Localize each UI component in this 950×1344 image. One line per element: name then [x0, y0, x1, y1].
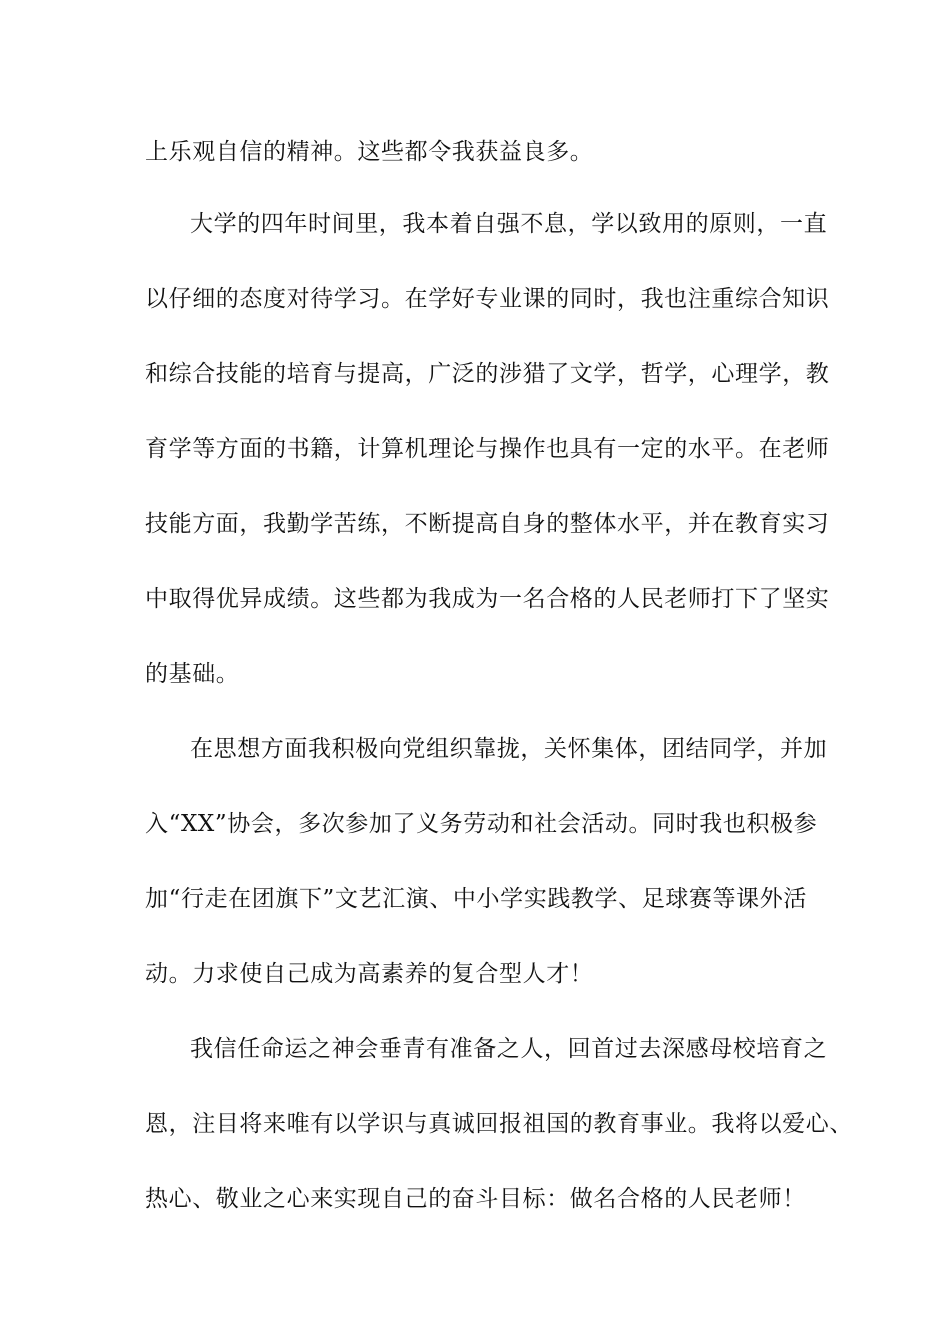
text-line: 在思想方面我积极向党组织靠拢，关怀集体，团结同学，并加 [190, 736, 828, 762]
text-line: 的基础。 [145, 661, 240, 687]
text-line: 加“行走在团旗下”文艺汇演、中小学实践教学、足球赛等课外活 [145, 886, 807, 912]
text-line: 动。力求使自己成为高素养的复合型人才！ [145, 961, 594, 987]
text-line: 恩，注目将来唯有以学识与真诚回报祖国的教育事业。我将以爱心、 [145, 1111, 853, 1137]
text-line: 育学等方面的书籍，计算机理论与操作也具有一定的水平。在老师 [145, 436, 830, 462]
text-line: 热心、敬业之心来实现自己的奋斗目标：做名合格的人民老师！ [145, 1186, 806, 1212]
text-line: 和综合技能的培育与提高，广泛的涉猎了文学，哲学，心理学，教 [145, 361, 830, 387]
text-line: 中取得优异成绩。这些都为我成为一名合格的人民老师打下了坚实 [145, 586, 830, 612]
text-line: 上乐观自信的精神。这些都令我获益良多。 [145, 139, 594, 165]
text-line: 入“XX”协会，多次参加了义务劳动和社会活动。同时我也积极参 [145, 811, 818, 837]
text-line: 大学的四年时间里，我本着自强不息，学以致用的原则，一直 [190, 211, 828, 237]
text-line: 我信任命运之神会垂青有准备之人，回首过去深感母校培育之 [190, 1036, 828, 1062]
text-line: 技能方面，我勤学苦练，不断提高自身的整体水平，并在教育实习 [145, 511, 830, 537]
text-line: 以仔细的态度对待学习。在学好专业课的同时，我也注重综合知识 [145, 286, 830, 312]
